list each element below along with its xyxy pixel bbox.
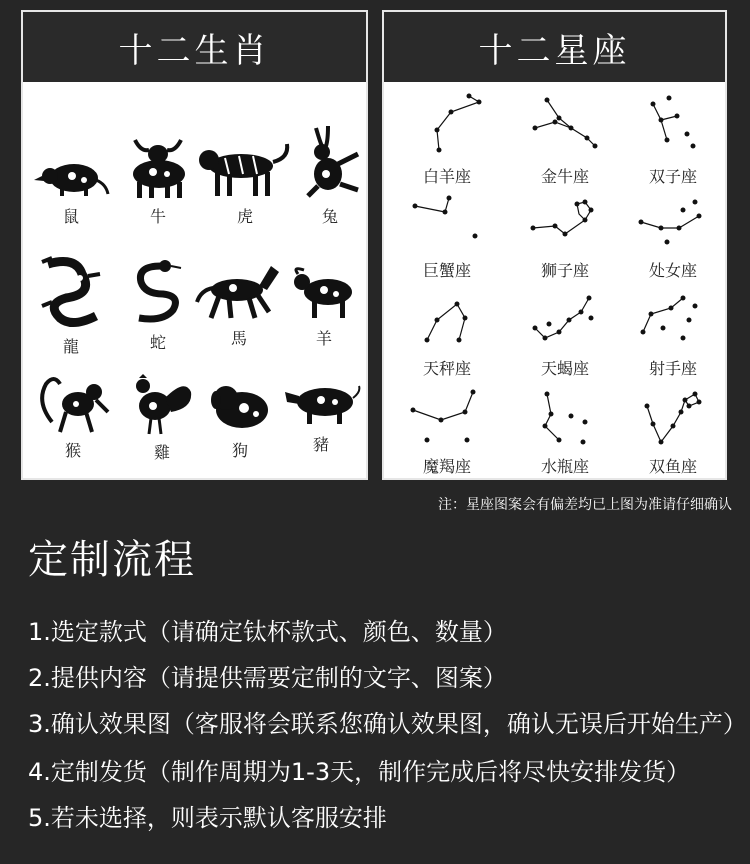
dragon-icon — [36, 254, 106, 330]
constellation-label: 金牛座 — [540, 167, 589, 186]
constellation-cell-virgo — [628, 190, 718, 281]
constellation-grid — [384, 86, 725, 478]
libra-constellation-icon — [407, 288, 487, 352]
sagittarius-constellation-icon — [633, 288, 713, 352]
zodiac-cell-ox — [118, 130, 198, 227]
process-step: 1.选定款式（请确定钛杯款式、颜色、数量） — [28, 618, 507, 646]
zodiac-cell-monkey — [33, 372, 113, 461]
capricorn-constellation-icon — [407, 384, 487, 450]
tiger-icon — [195, 138, 295, 200]
constellation-label: 双子座 — [648, 167, 697, 186]
zodiac-cell-dog — [207, 376, 273, 461]
constellation-label: 双鱼座 — [648, 457, 697, 476]
constellation-label: 狮子座 — [540, 261, 589, 280]
process-step: 4.定制发货（制作周期为1-3天，制作完成后将尽快安排发货） — [28, 758, 691, 786]
zodiac-label: 馬 — [230, 329, 247, 348]
rat-icon — [32, 154, 110, 200]
rabbit-icon — [298, 124, 362, 200]
goat-icon — [290, 266, 358, 322]
zodiac-cell-pig — [279, 376, 363, 455]
zodiac-label: 雞 — [153, 443, 170, 462]
leo-constellation-icon — [525, 190, 605, 254]
zodiac-label: 鼠 — [62, 207, 79, 226]
constellation-cell-sagittarius — [628, 288, 718, 379]
zodiac-label: 龍 — [62, 337, 79, 356]
ox-icon — [123, 130, 193, 200]
zodiac-title: 十二生肖 — [23, 12, 366, 82]
constellation-note: 注：星座图案会有偏差均已上图为准请仔细确认 — [438, 497, 732, 513]
constellation-cell-leo — [520, 190, 610, 281]
constellation-label: 处女座 — [648, 261, 697, 280]
constellation-cell-capricorn — [402, 384, 492, 477]
constellation-cell-aries — [402, 90, 492, 187]
constellation-label: 射手座 — [648, 359, 697, 378]
horse-icon — [193, 260, 285, 322]
zodiac-label: 蛇 — [149, 333, 166, 352]
zodiac-cell-horse — [189, 260, 289, 349]
constellation-label: 水瓶座 — [540, 457, 589, 476]
zodiac-cell-rat — [31, 154, 111, 227]
process-title: 定制流程 — [28, 537, 196, 583]
zodiac-label: 羊 — [315, 329, 332, 348]
aries-constellation-icon — [407, 90, 487, 160]
constellation-label: 天蝎座 — [540, 359, 589, 378]
zodiac-cell-dragon — [31, 254, 111, 357]
process-step: 3.确认效果图（客服将会联系您确认效果图，确认无误后开始生产） — [28, 710, 747, 738]
zodiac-grid — [23, 86, 366, 478]
constellation-cell-cancer — [402, 190, 492, 281]
monkey-icon — [36, 372, 110, 434]
zodiac-panel — [21, 10, 368, 480]
constellation-label: 白羊座 — [422, 167, 471, 186]
constellation-cell-aquarius — [520, 384, 610, 477]
pig-icon — [281, 376, 361, 428]
constellation-panel — [382, 10, 727, 480]
process-step: 5.若未选择，则表示默认客服安排 — [28, 804, 387, 832]
constellation-cell-gemini — [628, 90, 718, 187]
constellation-cell-libra — [402, 288, 492, 379]
zodiac-cell-tiger — [195, 138, 295, 227]
zodiac-cell-snake — [123, 258, 193, 353]
gemini-constellation-icon — [633, 90, 713, 160]
zodiac-cell-goat — [289, 266, 359, 349]
cancer-constellation-icon — [407, 190, 487, 254]
zodiac-label: 牛 — [149, 207, 166, 226]
constellation-cell-scorpio — [520, 288, 610, 379]
zodiac-cell-rooster — [125, 372, 199, 463]
zodiac-label: 兔 — [321, 207, 338, 226]
aquarius-constellation-icon — [525, 384, 605, 450]
constellation-cell-taurus — [520, 90, 610, 187]
zodiac-cell-rabbit — [295, 124, 365, 227]
zodiac-label: 狗 — [231, 441, 248, 460]
rooster-icon — [129, 372, 195, 436]
pisces-constellation-icon — [633, 384, 713, 450]
constellation-label: 巨蟹座 — [422, 261, 471, 280]
taurus-constellation-icon — [525, 90, 605, 160]
process-step: 2.提供内容（请提供需要定制的文字、图案） — [28, 664, 507, 692]
constellation-label: 魔羯座 — [422, 457, 471, 476]
virgo-constellation-icon — [633, 190, 713, 254]
constellation-cell-pisces — [628, 384, 718, 477]
zodiac-label: 猴 — [64, 441, 81, 460]
snake-icon — [127, 258, 189, 326]
zodiac-label: 虎 — [236, 207, 253, 226]
scorpio-constellation-icon — [525, 288, 605, 352]
zodiac-label: 豬 — [312, 435, 329, 454]
constellation-title: 十二星座 — [384, 12, 725, 82]
constellation-label: 天秤座 — [422, 359, 471, 378]
dog-icon — [208, 376, 272, 434]
